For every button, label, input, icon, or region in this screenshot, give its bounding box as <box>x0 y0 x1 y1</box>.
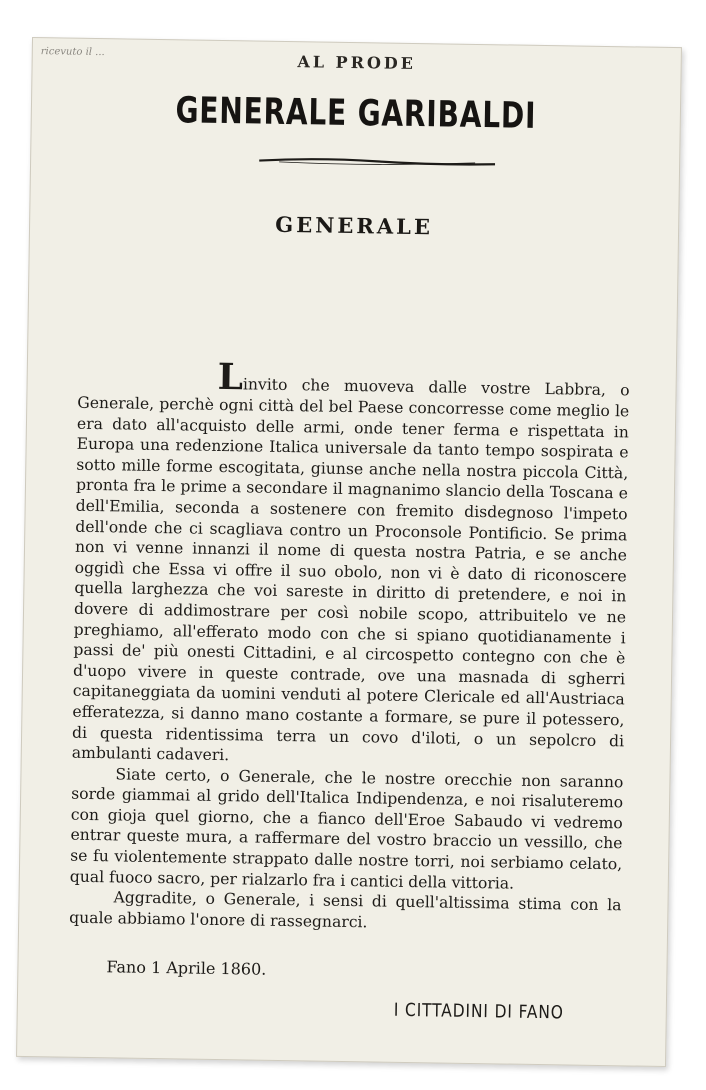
salutation-heading: GENERALE <box>275 211 434 240</box>
letter-body <box>69 357 630 937</box>
paragraph-3: Aggradite, o Generale, i sensi di quell'altissima stima con la quale abbiamo l'onore di rassegnarci. <box>69 888 622 932</box>
signature: I CITTADINI DI FANO <box>393 999 564 1024</box>
handwritten-note: ricevuto il ... <box>40 46 105 59</box>
paragraph-1 <box>72 357 630 772</box>
ornamental-rule <box>259 154 495 172</box>
paragraph-1-text: invito che muoveva dalle vostre Labbra, o Generale, perchè ogni città del bel Paese concorresse come meglio le era dato all'acquisto delle armi, onde tener ferma e rispettata in Europa una redenzione Italica universale da tanto tempo sospirata e sotto mille forme escogitata, giunse anche nella nostra piccola Città, pronta fra le prime a secondare il magnanimo slancio della Toscana e dell'Emilia, seconda a sostenere con fremito disdegnoso l'impeto dell'onde che ci scagliava contro un Proconsole Pontificio. Se prima non vi venne innanzi il nome di questa nostra Patria, e se anche oggidì che Essa vi offre il suo obolo, non vi è dato di riconoscere quella larghezza che voi sareste in diritto di pretendere, e noi in dovere di addimostrare per così nobile scopo, attribuitelo ve ne preghiamo, all'efferato modo con che si spiano quotidianamente i passi de' più onesti Cittadini, e al circospetto contegno con che è d'uopo vivere in queste contrade, ove una masnada di sgherri capitaneggiata da uomini venduti al potere Clericale ed all'Austriaca efferatezza, si danno mano costante a formare, se pure il potessero, di questa ridentissima terra un covo d'iloti, o un sepolcro di ambulanti cadaveri. <box>71 375 630 765</box>
poster-sheet <box>16 37 682 1067</box>
header-dedication: AL PRODE <box>297 52 417 73</box>
paragraph-2: Siate certo, o Generale, che le nostre orecchie non saranno sorde giammai al grido dell'Italica Indipendenza, e noi risaluteremo con gioja quel giorno, che a fianco dell'Eroe Sabaudo vi vedremo entrar queste mura, a raffermare del vostro braccio un vessillo, che se fu violentemente strappato dalle nostre torri, noi serbiamo celato, qual fuoco sacro, per rialzarlo fra i cantici della vittoria. <box>69 765 624 893</box>
poster-title: GENERALE GARIBALDI <box>175 90 537 137</box>
drop-cap: L <box>217 355 244 399</box>
dateline: Fano 1 Aprile 1860. <box>106 957 267 979</box>
